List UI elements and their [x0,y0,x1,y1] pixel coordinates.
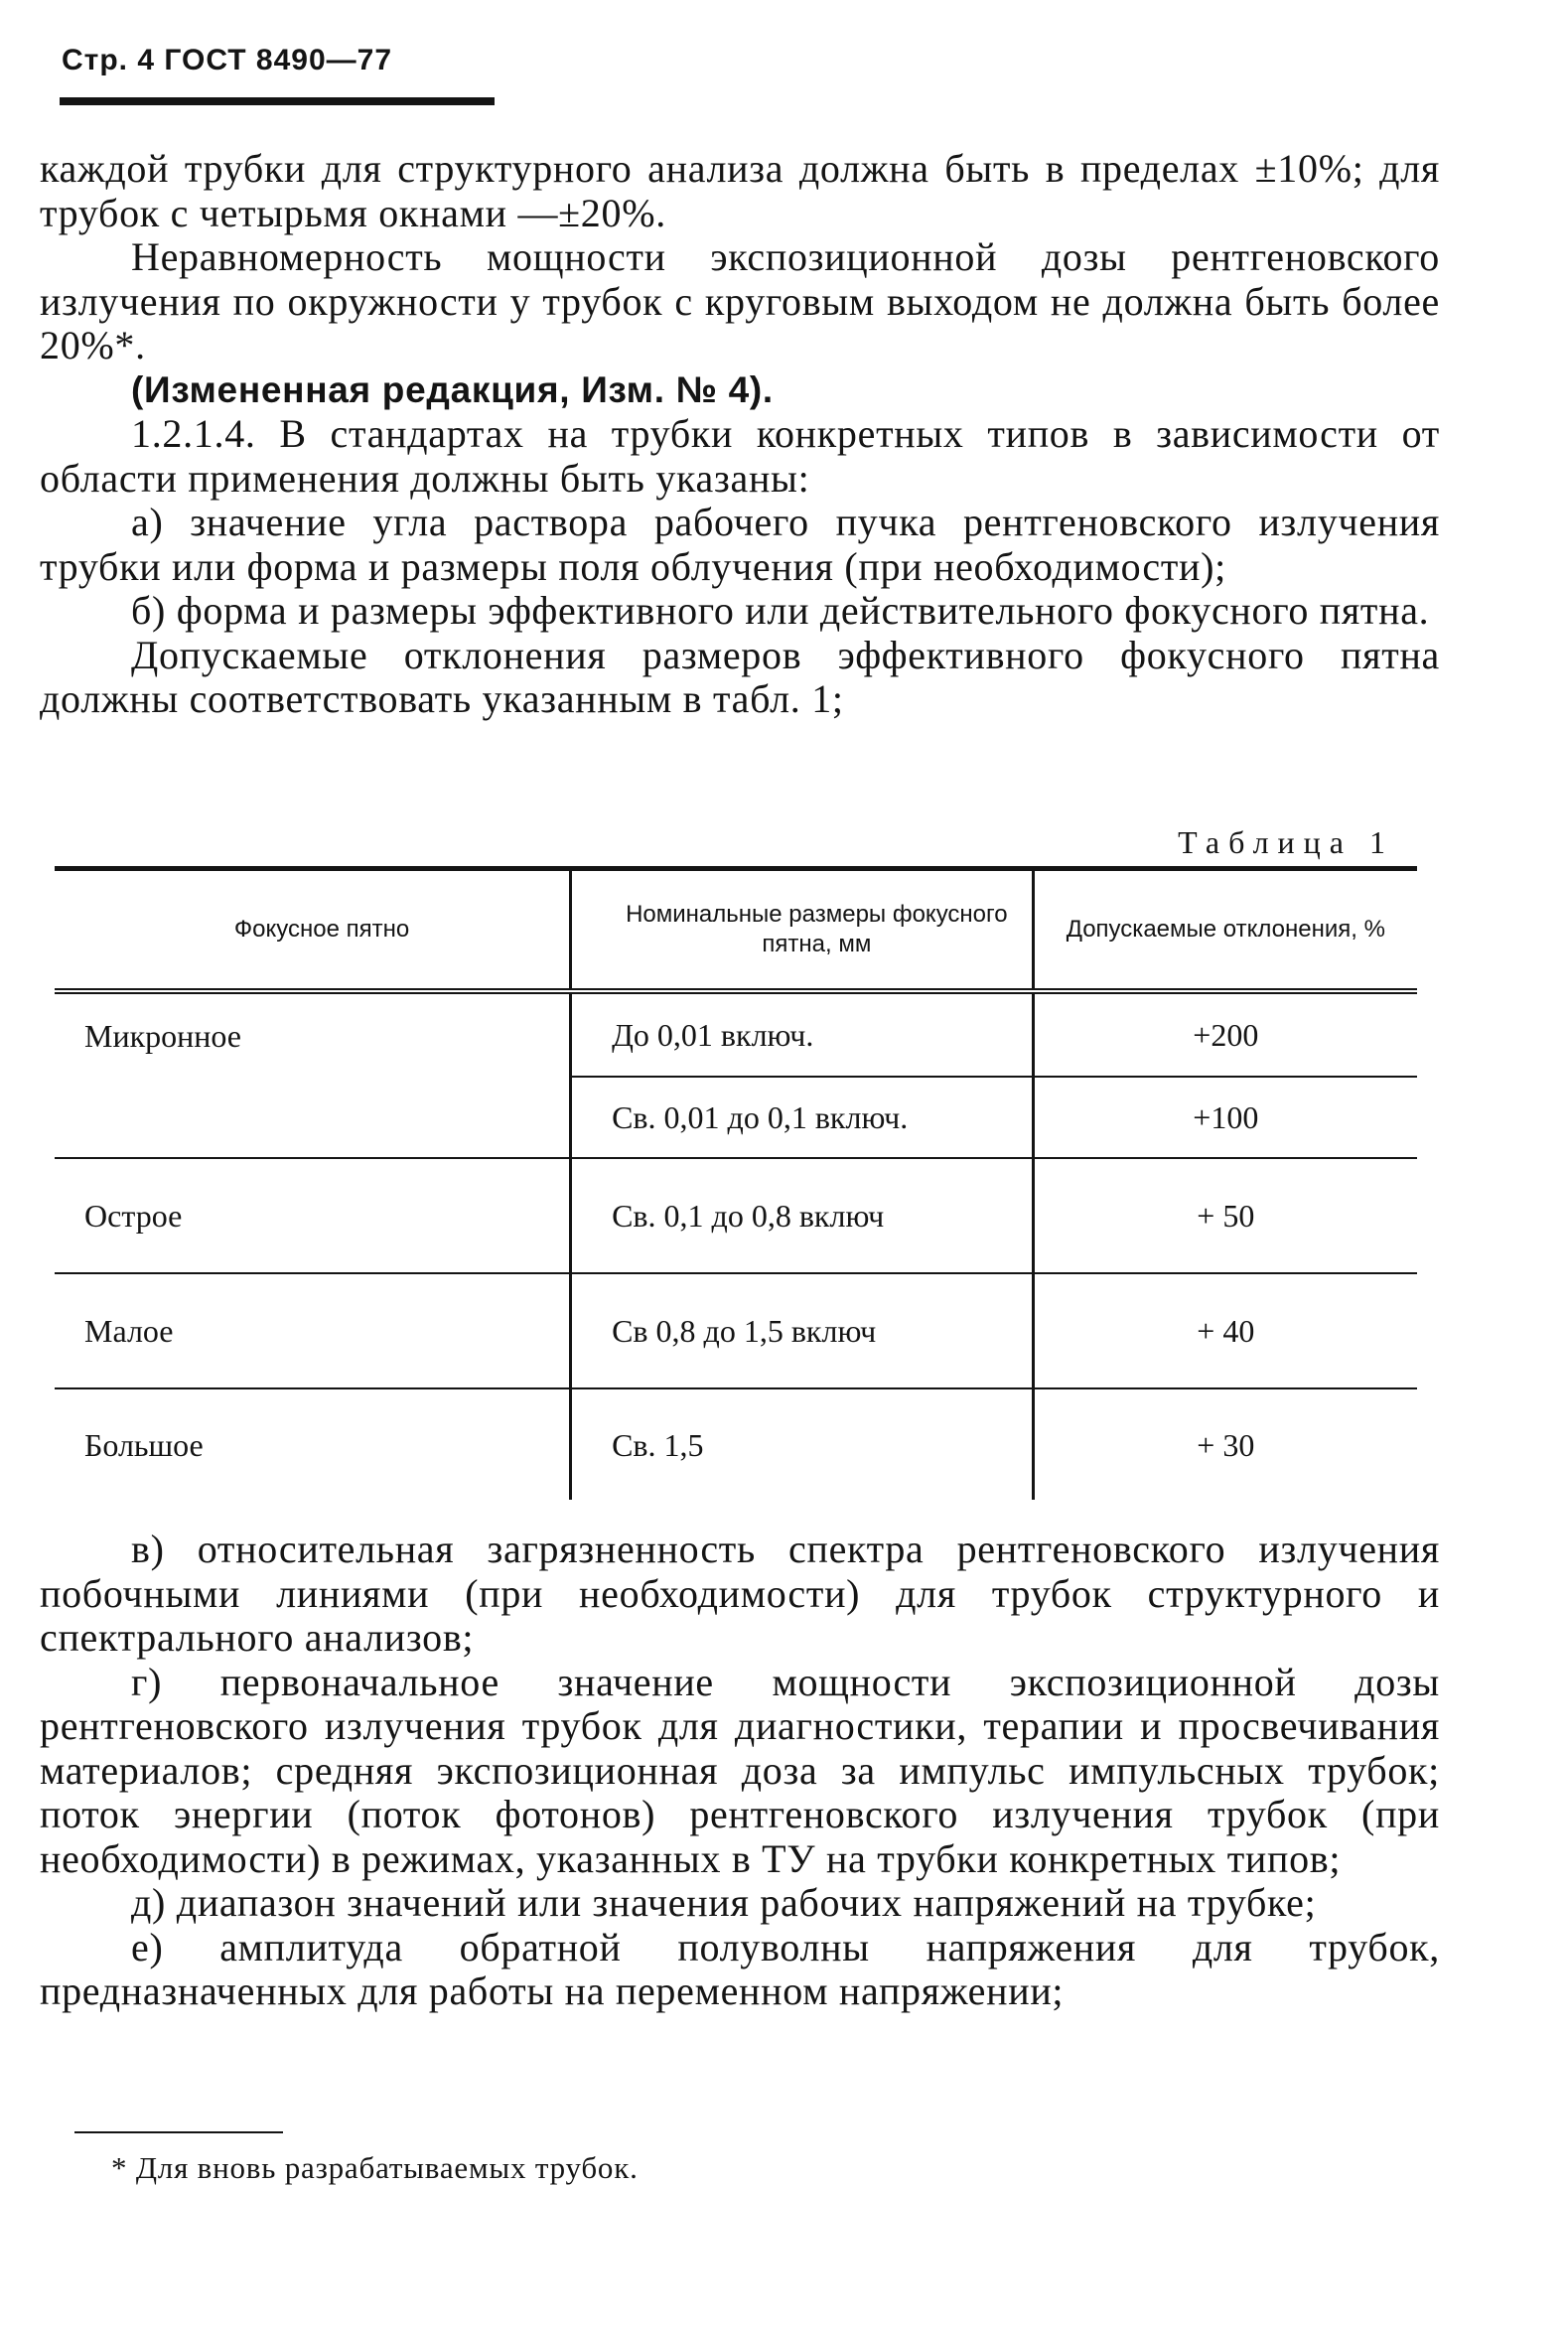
column-header: Номинальные размеры фокусного пятна, мм [571,869,1034,992]
table-row [55,1273,1417,1388]
paragraph: 1.2.1.4. В стандартах на трубки конкретных типов в зависимости от области применения должны быть указаны: [40,411,1440,501]
list-item: д) диапазон значений или значения рабочих напряжений на трубке; [131,1880,1317,1925]
size-cell: Св 0,8 до 1,5 включ [571,1273,1034,1388]
table-row [55,1158,1417,1273]
size-cell: Св. 0,1 до 0,8 включ [571,1158,1034,1273]
paragraph: каждой трубки для структурного анализа должна быть в пределах ±10%; для трубок с четырьмя окнами —±20%. [40,146,1440,235]
spot-cell: Малое [55,1273,571,1388]
list-item: е) амплитуда обратной полуволны напряжения для трубок, предназначенных для работы на переменном напряжении; [40,1924,1440,2013]
column-header: Допускаемые отклонения, % [1033,869,1417,992]
page-header: Стр. 4 ГОСТ 8490—77 [62,44,393,76]
amendment-note: (Измененная редакция, Изм. № 4). [131,368,774,410]
header-rule [60,97,495,105]
table-row [55,991,1417,1077]
spot-cell: Острое [55,1158,571,1273]
paragraph: Неравномерность мощности экспозиционной дозы рентгеновского излучения по окружности у трубок с круговым выходом не должна быть более 20%*. [40,234,1440,367]
footnote: * Для вновь разрабатываемых трубок. [111,2150,639,2185]
list-item: б) форма и размеры эффективного или действительного фокусного пятна. [131,588,1430,633]
intro-text [40,147,1440,722]
spot-cell: Большое [84,1426,204,1463]
list-item: а) значение угла раствора рабочего пучка рентгеновского излучения трубки или форма и размеры поля облучения (при необходимости); [40,500,1440,589]
table-row [55,1388,1417,1500]
column-header: Фокусное пятно [55,869,571,992]
table-header-row [55,869,1417,992]
paragraph: Допускаемые отклонения размеров эффективного фокусного пятна должны соответствовать указанным в табл. 1; [40,632,1440,721]
size-cell: Св. 0,01 до 0,1 включ. [571,1077,1034,1158]
after-table-text [40,1528,1440,2014]
list-item: г) первоначальное значение мощности экспозиционной дозы рентгеновского излучения трубок для диагностики, терапии и просвечивания материалов; средняя экспозиционная доза за импульс импульсных трубок; поток энергии (поток фотонов) рентгеновского излучения трубок (при необходимости) в режимах, указанных в ТУ на трубки конкретных типов; [40,1659,1440,1881]
deviation-cell: + 40 [1033,1273,1417,1388]
deviation-cell: + 30 [1033,1388,1417,1500]
list-item: в) относительная загрязненность спектра рентгеновского излучения побочными линиями (при необходимости) для трубок структурного и спектрального анализов; [40,1527,1440,1660]
deviation-cell: + 50 [1033,1158,1417,1273]
size-cell: До 0,01 включ. [571,991,1034,1077]
table-caption: Таблица 1 [1178,824,1394,860]
spot-cell: Микронное [55,991,571,1158]
deviation-cell: +100 [1033,1077,1417,1158]
footnote-rule [74,2131,283,2133]
deviation-cell: +200 [1033,991,1417,1077]
size-cell: Св. 1,5 [571,1388,1034,1500]
focal-spot-table [55,866,1417,1500]
